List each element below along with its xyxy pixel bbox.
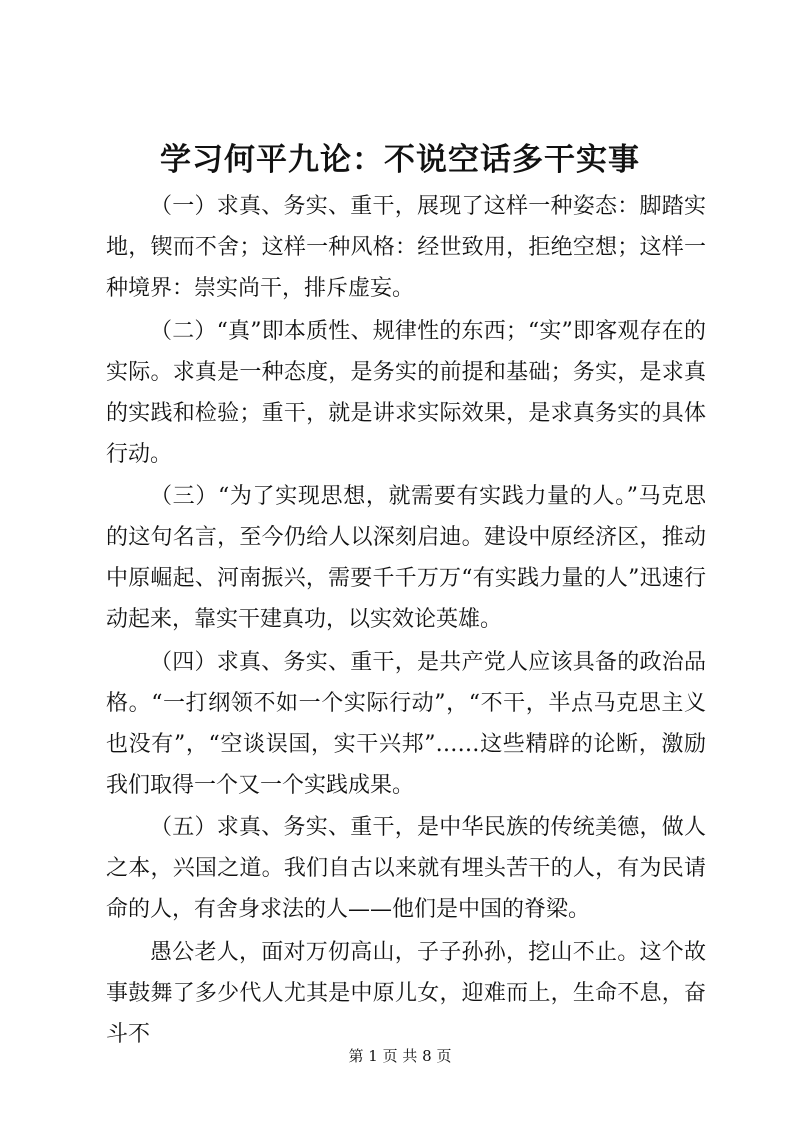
paragraph-1: （一）求真、务实、重干，展现了这样一种姿态：脚踏实地，锲而不舍；这样一种风格：经世致用，拒绝空想；这样一种境界：崇实尚干，排斥虚妄。 (106, 194, 706, 301)
page-number-footer: 第 1 页 共 8 页 (348, 1047, 452, 1065)
paragraph-3: （三）“为了实现思想，就需要有实践力量的人。”马克思的这句名言，至今仍给人以深刻启迪。建设中原经济区，推动中原崛起、河南振兴，需要千千万万“有实践力量的人”迅速行动起来，靠实干建真功，以实效论英雄。 (106, 484, 706, 632)
paragraph-6: 愚公老人，面对万仞高山，子子孙孙，挖山不止。这个故事鼓舞了多少代人尤其是中原儿女，迎难而上，生命不息，奋斗不 (106, 939, 706, 1047)
paragraph-2: （二）“真”即本质性、规律性的东西；“实”即客观存在的实际。求真是一种态度，是务实的前提和基础；务实，是求真的实践和检验；重干，就是讲求实际效果，是求真务实的具体行动。 (106, 318, 706, 467)
paragraph-5: （五）求真、务实、重干，是中华民族的传统美德，做人之本，兴国之道。我们自古以来就有埋头苦干的人，有为民请命的人，有舍身求法的人——他们是中国的脊梁。 (106, 815, 706, 922)
document-title: 学习何平九论：不说空话多干实事 (160, 142, 640, 178)
paragraph-4: （四）求真、务实、重干，是共产党人应该具备的政治品格。“一打纲领不如一个实际行动”，“不干，半点马克思主义也没有”，“空谈误国，实干兴邦”……这些精辟的论断，激励我们取得一个又一个实践成果。 (106, 649, 706, 798)
document-body (106, 186, 706, 1056)
